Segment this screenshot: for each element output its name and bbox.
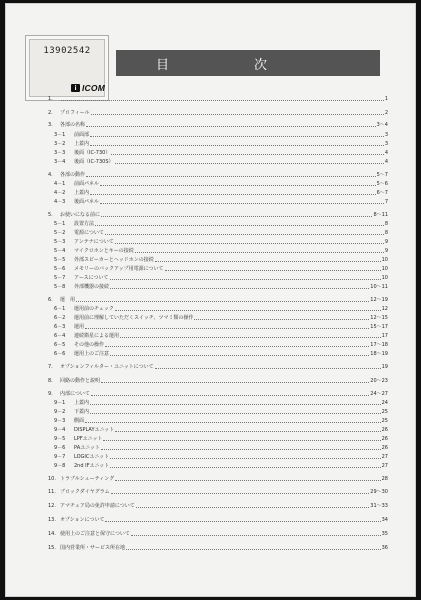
toc-leader-dots: [131, 535, 381, 536]
toc-page-number: 36: [381, 545, 388, 551]
toc-section-row: [48, 108, 388, 116]
toc-subsection-row: [48, 452, 388, 460]
icom-logo-text: ICOM: [82, 83, 105, 93]
toc-leader-dots: [86, 176, 376, 177]
toc-number: 1.: [48, 96, 53, 102]
toc-leader-dots: [120, 337, 381, 338]
toc-number: 6－4: [54, 333, 66, 339]
toc-page-number: 2: [384, 110, 388, 116]
toc-number: 9－1: [54, 400, 66, 406]
toc-number: 5－8: [54, 284, 66, 290]
toc-title: 設置方法: [74, 221, 95, 227]
toc-page-number: 31～33: [370, 503, 388, 509]
toc-page-number: 26: [381, 445, 388, 451]
toc-leader-dots: [110, 467, 380, 468]
toc-title: PAユニット: [74, 445, 100, 451]
toc-subsection-row: [48, 322, 388, 330]
toc-leader-dots: [61, 100, 384, 101]
toc-number: 4－2: [54, 190, 66, 196]
toc-title: 前面パネル: [74, 181, 100, 187]
toc-number: 9－2: [54, 409, 66, 415]
toc-leader-dots: [110, 355, 369, 356]
toc-title: 外部スピーカーとヘッドホンの接続: [74, 257, 154, 263]
stamp-number: 13902542: [43, 46, 91, 56]
toc-leader-dots: [90, 136, 384, 137]
toc-number: 7.: [48, 364, 53, 370]
toc-number: 5－1: [54, 221, 66, 227]
toc-section-row: [48, 543, 388, 551]
toc-page-number: 4: [384, 150, 388, 156]
toc-leader-dots: [100, 203, 384, 204]
toc-number: 9－5: [54, 436, 66, 442]
toc-page-number: 5～7: [376, 172, 388, 178]
toc-number: 6－2: [54, 315, 66, 321]
toc-subsection-row: [48, 313, 388, 321]
toc-subsection-row: [48, 264, 388, 272]
toc-number: 6.: [48, 297, 53, 303]
toc-leader-dots: [126, 549, 381, 550]
toc-leader-dots: [85, 422, 381, 423]
toc-number: 6－3: [54, 324, 66, 330]
toc-number: 10.: [48, 476, 56, 482]
toc-number: 14.: [48, 531, 56, 537]
toc-subsection-row: [48, 219, 388, 227]
toc-page-number: 10: [381, 275, 388, 281]
toc-title: 後面（IC-730）: [74, 150, 111, 156]
toc-page-number: 35: [381, 531, 388, 537]
toc-number: 6－5: [54, 342, 66, 348]
toc-subsection-row: [48, 398, 388, 406]
toc-number: 3.: [48, 122, 53, 128]
toc-leader-dots: [101, 382, 369, 383]
toc-title: 2nd IFユニット: [74, 463, 110, 469]
toc-leader-dots: [76, 301, 369, 302]
toc-title: 運用前に理解していただくスイッチ、ツマミ類の操作: [74, 315, 194, 321]
toc-section-row: [48, 474, 388, 482]
toc-page-number: 19: [381, 364, 388, 370]
toc-leader-dots: [115, 243, 384, 244]
toc-number: 13.: [48, 517, 56, 523]
toc-title: トラブルシューティング: [60, 476, 115, 482]
toc-leader-dots: [85, 328, 369, 329]
toc-title: 運用: [74, 324, 85, 330]
toc-page-number: 29～30: [370, 489, 388, 495]
toc-title: 外部機器の接続: [74, 284, 110, 290]
toc-title: 下蓋内: [74, 409, 90, 415]
toc-leader-dots: [105, 521, 380, 522]
toc-number: 6－6: [54, 351, 66, 357]
toc-title: 後面パネル: [74, 199, 100, 205]
toc-leader-dots: [110, 458, 380, 459]
toc-leader-dots: [110, 288, 369, 289]
toc-leader-dots: [165, 270, 381, 271]
toc-subsection-row: [48, 246, 388, 254]
toc-leader-dots: [111, 493, 370, 494]
archive-stamp-label: [25, 35, 109, 101]
toc-number: 8.: [48, 378, 53, 384]
toc-title: アースについて: [74, 275, 109, 281]
toc-leader-dots: [91, 395, 369, 396]
toc-title: お使いになる前に: [60, 212, 101, 218]
toc-title: 回路の動作と説明: [60, 378, 101, 384]
toc-subsection-row: [48, 273, 388, 281]
toc-number: 15.: [48, 545, 56, 551]
toc-subsection-row: [48, 416, 388, 424]
toc-leader-dots: [155, 261, 381, 262]
toc-leader-dots: [111, 154, 383, 155]
toc-page-number: 26: [381, 436, 388, 442]
toc-page-number: 25: [381, 418, 388, 424]
toc-subsection-row: [48, 304, 388, 312]
toc-page-number: 15～17: [370, 324, 388, 330]
title-char-1: 目: [156, 58, 170, 73]
toc-leader-dots: [136, 507, 370, 508]
toc-title: 側面: [74, 418, 85, 424]
toc-title: LOGICユニット: [74, 454, 110, 460]
toc-leader-dots: [90, 194, 376, 195]
toc-title: プロフィール: [60, 110, 90, 116]
toc-leader-dots: [86, 126, 376, 127]
toc-page-number: 26: [381, 427, 388, 433]
toc-number: 6－1: [54, 306, 66, 312]
toc-number: 5－7: [54, 275, 66, 281]
toc-page-number: 8: [384, 221, 388, 227]
toc-subsection-row: [48, 255, 388, 263]
toc-title: 国内営業所・サービス所在地: [60, 545, 126, 551]
toc-title: DISPLAYユニット: [74, 427, 115, 433]
toc-leader-dots: [135, 252, 384, 253]
toc-number: 3－4: [54, 159, 66, 165]
toc-leader-dots: [194, 319, 369, 320]
toc-number: 9－8: [54, 463, 66, 469]
toc-page-number: 10: [381, 266, 388, 272]
toc-title: メモリーのバックアップ用電源について: [74, 266, 164, 272]
toc-page-number: 9: [384, 248, 388, 254]
toc-number: 5－6: [54, 266, 66, 272]
toc-number: 9－4: [54, 427, 66, 433]
toc-number: 4－1: [54, 181, 66, 187]
toc-leader-dots: [105, 346, 369, 347]
toc-leader-dots: [90, 404, 381, 405]
toc-section-row: [48, 362, 388, 370]
toc-subsection-row: [48, 157, 388, 165]
toc-number: 11.: [48, 489, 56, 495]
toc-section-row: [48, 487, 388, 495]
toc-number: 9－3: [54, 418, 66, 424]
toc-number: 3－3: [54, 150, 66, 156]
toc-leader-dots: [155, 368, 381, 369]
toc-number: 5－4: [54, 248, 66, 254]
toc-subsection-row: [48, 407, 388, 415]
toc-page-number: 3: [384, 141, 388, 147]
toc-leader-dots: [115, 480, 381, 481]
toc-page-number: 4: [384, 159, 388, 165]
toc-leader-dots: [105, 234, 384, 235]
toc-leader-dots: [101, 216, 372, 217]
toc-subsection-row: [48, 139, 388, 147]
toc-title: 使用上のご注意と保守について: [60, 531, 130, 537]
toc-section-row: [48, 515, 388, 523]
toc-page-number: 28: [381, 476, 388, 482]
toc-page-number: 3: [384, 132, 388, 138]
toc-leader-dots: [115, 310, 381, 311]
toc-subsection-row: [48, 237, 388, 245]
toc-number: 9.: [48, 391, 53, 397]
toc-page-number: 27: [381, 454, 388, 460]
toc-subsection-row: [48, 179, 388, 187]
toc-section-row: [48, 120, 388, 128]
toc-page-number: 10～11: [370, 284, 388, 290]
toc-section-row: [48, 376, 388, 384]
toc-page-number: 17: [381, 333, 388, 339]
toc-page-number: 12: [381, 306, 388, 312]
toc-title: 上蓋内: [74, 141, 90, 147]
toc-subsection-row: [48, 349, 388, 357]
toc-title: 各部の動作: [60, 172, 86, 178]
toc-leader-dots: [103, 440, 380, 441]
toc-page-number: 34: [381, 517, 388, 523]
toc-page-number: 8: [384, 230, 388, 236]
title-char-2: 次: [254, 58, 268, 73]
toc-number: 5－3: [54, 239, 66, 245]
document-page: [5, 3, 416, 597]
toc-subsection-row: [48, 443, 388, 451]
toc-leader-dots: [90, 145, 384, 146]
toc-page-number: 5～6: [376, 181, 388, 187]
toc-page-number: 24～27: [370, 391, 388, 397]
toc-page-number: 3～4: [376, 122, 388, 128]
toc-title: その他の操作: [74, 342, 105, 348]
toc-title: 運用前のチェック: [74, 306, 114, 312]
toc-subsection-row: [48, 434, 388, 442]
toc-title: 連続衛星による運用: [74, 333, 120, 339]
toc-number: 2.: [48, 110, 53, 116]
toc-section-row: [48, 170, 388, 178]
toc-title: オプションフィルター・ユニットについて: [60, 364, 154, 370]
toc-number: 3－2: [54, 141, 66, 147]
toc-page-number: 12～19: [370, 297, 388, 303]
toc-title: ブロックダイヤグラム: [60, 489, 110, 495]
toc-title: 運用上のご注意: [74, 351, 110, 357]
toc-title: オプションについて: [60, 517, 105, 523]
icom-logo: [71, 83, 105, 93]
toc-title: 前面部: [74, 132, 90, 138]
toc-title: 上蓋内: [74, 190, 90, 196]
toc-subsection-row: [48, 331, 388, 339]
toc-title: 電源について: [74, 230, 104, 236]
toc-title: 各部の名称: [60, 122, 86, 128]
toc-leader-dots: [101, 449, 381, 450]
toc-leader-dots: [91, 114, 384, 115]
toc-page-number: 10: [381, 257, 388, 263]
toc-leader-dots: [110, 279, 381, 280]
toc-number: 5－2: [54, 230, 66, 236]
toc-title: アンテナについて: [74, 239, 114, 245]
toc-page-number: 7: [384, 199, 388, 205]
toc-title: マイクロホンとキーの接続: [74, 248, 134, 254]
toc-page-number: 24: [381, 400, 388, 406]
toc-page-number: 1: [384, 96, 388, 102]
toc-number: 4.: [48, 172, 53, 178]
toc-number: 9－6: [54, 445, 66, 451]
toc-number: 5－5: [54, 257, 66, 263]
toc-subsection-row: [48, 425, 388, 433]
toc-section-row: [48, 501, 388, 509]
toc-number: 5.: [48, 212, 53, 218]
toc-page-number: 27: [381, 463, 388, 469]
toc-leader-dots: [115, 431, 380, 432]
toc-leader-dots: [115, 163, 384, 164]
toc-subsection-row: [48, 197, 388, 205]
toc-section-row: [48, 529, 388, 537]
toc-page-number: 25: [381, 409, 388, 415]
toc-subsection-row: [48, 228, 388, 236]
toc-title: 運 用: [60, 297, 76, 303]
toc-subsection-row: [48, 148, 388, 156]
toc-page-number: 8～11: [373, 212, 388, 218]
toc-subsection-row: [48, 461, 388, 469]
toc-subsection-row: [48, 340, 388, 348]
toc-page-number: 20～23: [370, 378, 388, 384]
toc-title: 上蓋内: [74, 400, 90, 406]
toc-subsection-row: [48, 130, 388, 138]
toc-number: 9－7: [54, 454, 66, 460]
toc-section-row: [48, 389, 388, 397]
toc-page-number: 12～15: [370, 315, 388, 321]
toc-title: LPFユニット: [74, 436, 103, 442]
toc-number: 12.: [48, 503, 56, 509]
icom-logo-icon: i: [71, 84, 80, 92]
toc-page-number: 9: [384, 239, 388, 245]
toc-title: 内部について: [60, 391, 90, 397]
toc-page-number: 18～19: [370, 351, 388, 357]
toc-page-number: 17～18: [370, 342, 388, 348]
toc-section-row: [48, 210, 388, 218]
toc-page-number: 6～7: [376, 190, 388, 196]
toc-subsection-row: [48, 188, 388, 196]
toc-section-row: [48, 94, 388, 102]
toc-number: 4－3: [54, 199, 66, 205]
toc-number: 3－1: [54, 132, 66, 138]
toc-leader-dots: [95, 225, 384, 226]
toc-title: アマチュア局の免許申請について: [60, 503, 135, 509]
toc-section-row: [48, 295, 388, 303]
toc-leader-dots: [100, 185, 376, 186]
contents-title-bar: [116, 50, 380, 76]
toc-title: 後面（IC-730S）: [74, 159, 114, 165]
toc-subsection-row: [48, 282, 388, 290]
toc-leader-dots: [90, 413, 381, 414]
